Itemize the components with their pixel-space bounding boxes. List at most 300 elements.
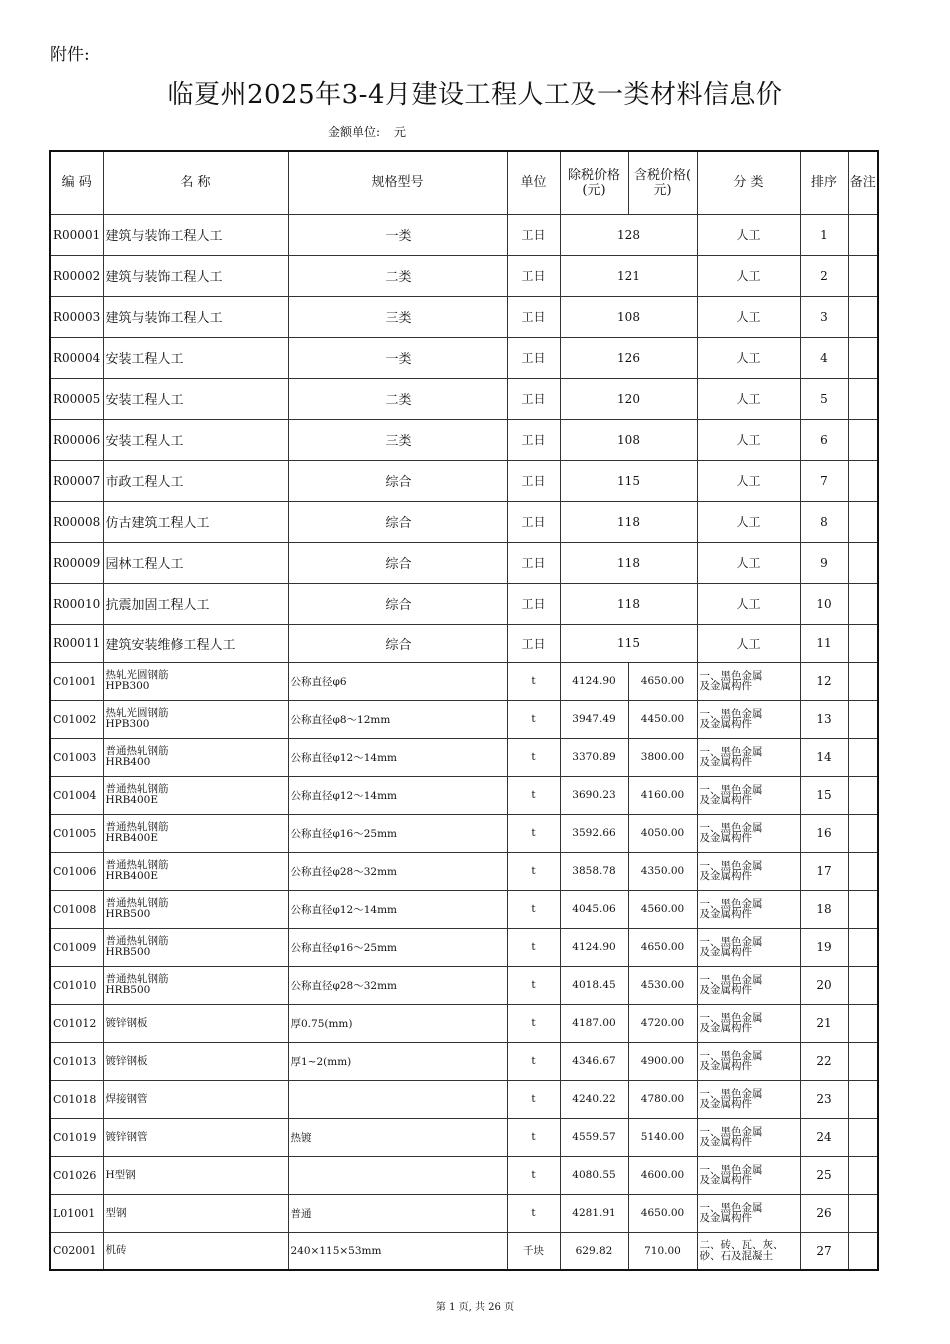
cell-unit: t: [507, 890, 560, 928]
cell-remark: [848, 542, 878, 583]
cell-category-line2: 及金属构件: [699, 794, 752, 806]
cell-category: [697, 1080, 800, 1118]
table-row: [50, 624, 878, 662]
table-row: [50, 583, 878, 624]
cell-spec: [288, 1080, 507, 1118]
cell-seq: 27: [800, 1232, 848, 1270]
cell-unit: t: [507, 1118, 560, 1156]
cell-name-line1: 普通热轧钢筋: [105, 935, 169, 947]
cell-name-line2: HRB500: [105, 908, 151, 920]
cell-category: [697, 1004, 800, 1042]
cell-price-inc-tax: 4650.00: [628, 662, 697, 700]
cell-spec: 240×115×53mm: [288, 1232, 507, 1270]
cell-remark: [848, 1194, 878, 1232]
cell-remark: [848, 700, 878, 738]
cell-price-ex-tax: 629.82: [560, 1232, 628, 1270]
cell-code: R00009: [50, 542, 103, 583]
cell-name: [103, 738, 288, 776]
cell-spec: 公称直径φ28～32mm: [288, 966, 507, 1004]
cell-category-line1: 一、黑色金属: [699, 859, 763, 872]
table-row: [50, 966, 878, 1004]
cell-category: 人工: [697, 296, 800, 337]
cell-remark: [848, 1042, 878, 1080]
cell-code: R00007: [50, 460, 103, 501]
cell-name-line1: 普通热轧钢筋: [105, 859, 169, 871]
cell-price: 120: [560, 378, 697, 419]
cell-unit: 工日: [507, 624, 560, 662]
cell-spec: 公称直径φ16～25mm: [288, 814, 507, 852]
cell-price-inc-tax: 4350.00: [628, 852, 697, 890]
cell-seq: 9: [800, 542, 848, 583]
cell-name: 安装工程人工: [103, 378, 288, 419]
cell-code: C01018: [50, 1080, 103, 1118]
cell-name: 建筑安装维修工程人工: [103, 624, 288, 662]
cell-category: [697, 928, 800, 966]
cell-category-line1: 一、黑色金属: [699, 1049, 763, 1062]
cell-category-line1: 一、黑色金属: [699, 1201, 763, 1214]
cell-name-line1: 普通热轧钢筋: [105, 973, 169, 985]
cell-seq: 7: [800, 460, 848, 501]
cell-remark: [848, 214, 878, 255]
cell-remark: [848, 966, 878, 1004]
table-row: [50, 337, 878, 378]
cell-seq: 19: [800, 928, 848, 966]
header-name: 名 称: [103, 151, 288, 214]
cell-seq: 1: [800, 214, 848, 255]
amount-unit: [328, 123, 406, 140]
cell-category-line2: 砂、石及混凝土: [699, 1249, 773, 1262]
cell-code: R00011: [50, 624, 103, 662]
table-header-row: [50, 151, 878, 214]
cell-seq: 10: [800, 583, 848, 624]
cell-unit: 工日: [507, 337, 560, 378]
cell-category-line1: 一、黑色金属: [699, 707, 763, 720]
cell-name-line2: HRB400E: [105, 832, 158, 844]
cell-unit: t: [507, 928, 560, 966]
cell-code: C01012: [50, 1004, 103, 1042]
price-table: [49, 150, 879, 1271]
cell-category: [697, 1042, 800, 1080]
cell-spec: 厚1~2(mm): [288, 1042, 507, 1080]
cell-name: [103, 1232, 288, 1270]
cell-name: [103, 966, 288, 1004]
cell-unit: 工日: [507, 501, 560, 542]
cell-category-line1: 一、黑色金属: [699, 821, 763, 834]
header-remark: 备注: [848, 151, 878, 214]
cell-seq: 25: [800, 1156, 848, 1194]
cell-category-line1: 一、黑色金属: [699, 1011, 763, 1024]
cell-name-line1: 普通热轧钢筋: [105, 783, 169, 795]
cell-price-inc-tax: 4560.00: [628, 890, 697, 928]
cell-category: 人工: [697, 624, 800, 662]
cell-category: [697, 738, 800, 776]
cell-price-ex-tax: 3592.66: [560, 814, 628, 852]
cell-name: [103, 1118, 288, 1156]
table-row: [50, 419, 878, 460]
cell-remark: [848, 1080, 878, 1118]
cell-spec: 综合: [288, 460, 507, 501]
page-title: 临夏州2025年3-4月建设工程人工及一类材料信息价: [167, 80, 783, 110]
page-footer: 第 1 页, 共 26 页: [435, 1302, 515, 1313]
cell-price-ex-tax: 4559.57: [560, 1118, 628, 1156]
cell-remark: [848, 662, 878, 700]
cell-spec: 热镀: [288, 1118, 507, 1156]
cell-category: [697, 814, 800, 852]
cell-code: C01019: [50, 1118, 103, 1156]
cell-unit: t: [507, 1156, 560, 1194]
cell-price-ex-tax: 4187.00: [560, 1004, 628, 1042]
cell-category-line1: 一、黑色金属: [699, 935, 763, 948]
cell-spec: 二类: [288, 255, 507, 296]
cell-code: R00004: [50, 337, 103, 378]
header-category: 分 类: [697, 151, 800, 214]
cell-category-line2: 及金属构件: [699, 1212, 752, 1224]
cell-spec: 公称直径φ8～12mm: [288, 700, 507, 738]
cell-seq: 23: [800, 1080, 848, 1118]
cell-category-line1: 一、黑色金属: [699, 669, 763, 682]
cell-price-inc-tax: 4650.00: [628, 1194, 697, 1232]
table-row: [50, 738, 878, 776]
cell-spec: 一类: [288, 337, 507, 378]
cell-price: 128: [560, 214, 697, 255]
cell-remark: [848, 1232, 878, 1270]
cell-code: C01002: [50, 700, 103, 738]
header-spec: 规格型号: [288, 151, 507, 214]
table-row: [50, 928, 878, 966]
header-price-inc-tax-line2: 元): [653, 182, 672, 198]
cell-spec: 综合: [288, 583, 507, 624]
cell-price-ex-tax: 4080.55: [560, 1156, 628, 1194]
cell-code: C01013: [50, 1042, 103, 1080]
cell-name-line2: HRB500: [105, 984, 151, 996]
cell-price-inc-tax: 4780.00: [628, 1080, 697, 1118]
cell-category: 人工: [697, 255, 800, 296]
cell-price-ex-tax: 4240.22: [560, 1080, 628, 1118]
cell-category-line1: 一、黑色金属: [699, 973, 763, 986]
cell-code: C01001: [50, 662, 103, 700]
table-row: [50, 852, 878, 890]
cell-spec: 公称直径φ12～14mm: [288, 738, 507, 776]
cell-seq: 4: [800, 337, 848, 378]
table-body: [50, 214, 878, 1270]
header-price-inc-tax: [628, 151, 697, 214]
cell-price-ex-tax: 3947.49: [560, 700, 628, 738]
cell-category-line2: 及金属构件: [699, 1098, 752, 1110]
cell-price-inc-tax: 4050.00: [628, 814, 697, 852]
cell-category-line1: 一、黑色金属: [699, 1125, 763, 1138]
cell-price: 121: [560, 255, 697, 296]
header-price-ex-tax: [560, 151, 628, 214]
cell-name: [103, 1194, 288, 1232]
cell-name: 园林工程人工: [103, 542, 288, 583]
cell-remark: [848, 419, 878, 460]
cell-name: [103, 1156, 288, 1194]
cell-remark: [848, 738, 878, 776]
cell-spec: 综合: [288, 624, 507, 662]
cell-price-inc-tax: 4600.00: [628, 1156, 697, 1194]
cell-code: R00001: [50, 214, 103, 255]
cell-name-line1: 焊接钢管: [105, 1092, 148, 1105]
cell-price-ex-tax: 4281.91: [560, 1194, 628, 1232]
cell-seq: 11: [800, 624, 848, 662]
cell-category: [697, 776, 800, 814]
cell-name: [103, 1004, 288, 1042]
cell-price-inc-tax: 4530.00: [628, 966, 697, 1004]
cell-name-line1: 热轧光圆钢筋: [105, 669, 169, 681]
cell-category-line1: 一、黑色金属: [699, 1163, 763, 1176]
cell-category: [697, 700, 800, 738]
cell-seq: 20: [800, 966, 848, 1004]
cell-name-line2: HRB400: [105, 756, 151, 768]
cell-category: 人工: [697, 214, 800, 255]
cell-seq: 3: [800, 296, 848, 337]
cell-category: 人工: [697, 583, 800, 624]
cell-remark: [848, 928, 878, 966]
cell-unit: 工日: [507, 214, 560, 255]
cell-category-line1: 一、黑色金属: [699, 783, 763, 796]
cell-category: [697, 1232, 800, 1270]
cell-code: L01001: [50, 1194, 103, 1232]
cell-unit: 千块: [507, 1232, 560, 1270]
cell-seq: 13: [800, 700, 848, 738]
cell-price-inc-tax: 5140.00: [628, 1118, 697, 1156]
cell-seq: 17: [800, 852, 848, 890]
cell-spec: 厚0.75(mm): [288, 1004, 507, 1042]
cell-name-line1: 镀锌钢板: [105, 1054, 148, 1067]
cell-unit: t: [507, 852, 560, 890]
cell-spec: 公称直径φ12～14mm: [288, 890, 507, 928]
cell-price: 118: [560, 583, 697, 624]
cell-unit: t: [507, 1194, 560, 1232]
cell-spec: 二类: [288, 378, 507, 419]
cell-unit: t: [507, 814, 560, 852]
cell-spec: 综合: [288, 501, 507, 542]
cell-unit: 工日: [507, 542, 560, 583]
cell-name: 抗震加固工程人工: [103, 583, 288, 624]
cell-name-line1: 普通热轧钢筋: [105, 821, 169, 833]
cell-code: C01009: [50, 928, 103, 966]
cell-price: 118: [560, 542, 697, 583]
cell-category: 人工: [697, 337, 800, 378]
table-row: [50, 776, 878, 814]
cell-price-ex-tax: 3690.23: [560, 776, 628, 814]
cell-price-ex-tax: 3858.78: [560, 852, 628, 890]
cell-code: C01005: [50, 814, 103, 852]
cell-category-line1: 一、黑色金属: [699, 897, 763, 910]
cell-name: [103, 776, 288, 814]
cell-name: [103, 1042, 288, 1080]
cell-spec: 一类: [288, 214, 507, 255]
cell-name-line1: 型钢: [105, 1206, 127, 1219]
cell-price-inc-tax: 4720.00: [628, 1004, 697, 1042]
cell-category: [697, 966, 800, 1004]
cell-code: C01010: [50, 966, 103, 1004]
cell-unit: t: [507, 1042, 560, 1080]
cell-unit: t: [507, 776, 560, 814]
cell-unit: t: [507, 738, 560, 776]
cell-unit: 工日: [507, 296, 560, 337]
cell-name-line1: 普通热轧钢筋: [105, 897, 169, 909]
cell-category: [697, 1156, 800, 1194]
cell-name: 安装工程人工: [103, 419, 288, 460]
table-row: [50, 1042, 878, 1080]
cell-name: 仿古建筑工程人工: [103, 501, 288, 542]
cell-name: [103, 890, 288, 928]
cell-category: [697, 1118, 800, 1156]
cell-category-line2: 及金属构件: [699, 832, 752, 844]
cell-price-inc-tax: 4450.00: [628, 700, 697, 738]
cell-seq: 6: [800, 419, 848, 460]
cell-price: 115: [560, 460, 697, 501]
cell-unit: 工日: [507, 255, 560, 296]
cell-name-line1: 热轧光圆钢筋: [105, 707, 169, 719]
cell-unit: t: [507, 966, 560, 1004]
cell-spec: 三类: [288, 296, 507, 337]
cell-code: R00005: [50, 378, 103, 419]
cell-unit: t: [507, 662, 560, 700]
cell-price-ex-tax: 3370.89: [560, 738, 628, 776]
cell-name: 市政工程人工: [103, 460, 288, 501]
cell-category-line2: 及金属构件: [699, 1022, 752, 1034]
cell-remark: [848, 583, 878, 624]
cell-spec: 公称直径φ6: [288, 662, 507, 700]
table-row: [50, 700, 878, 738]
cell-remark: [848, 378, 878, 419]
cell-name-line1: 镀锌钢板: [105, 1016, 148, 1029]
cell-remark: [848, 255, 878, 296]
cell-name: 建筑与装饰工程人工: [103, 296, 288, 337]
cell-spec: 公称直径φ28～32mm: [288, 852, 507, 890]
table-row: [50, 890, 878, 928]
cell-price: 108: [560, 419, 697, 460]
cell-name-line2: HRB400E: [105, 870, 158, 882]
cell-unit: t: [507, 1004, 560, 1042]
cell-category-line2: 及金属构件: [699, 718, 752, 730]
cell-code: C01004: [50, 776, 103, 814]
cell-category-line2: 及金属构件: [699, 1136, 752, 1148]
cell-seq: 18: [800, 890, 848, 928]
cell-spec: 综合: [288, 542, 507, 583]
cell-spec: 三类: [288, 419, 507, 460]
table-row: [50, 1004, 878, 1042]
cell-remark: [848, 1156, 878, 1194]
amount-unit-label: 金额单位:: [328, 125, 381, 139]
table-row: [50, 1080, 878, 1118]
cell-seq: 24: [800, 1118, 848, 1156]
cell-price: 115: [560, 624, 697, 662]
cell-remark: [848, 852, 878, 890]
cell-unit: 工日: [507, 583, 560, 624]
cell-spec: 公称直径φ16～25mm: [288, 928, 507, 966]
cell-seq: 21: [800, 1004, 848, 1042]
header-code: 编 码: [50, 151, 103, 214]
cell-price-ex-tax: 4018.45: [560, 966, 628, 1004]
cell-remark: [848, 890, 878, 928]
cell-price: 126: [560, 337, 697, 378]
cell-name: [103, 852, 288, 890]
cell-name: 安装工程人工: [103, 337, 288, 378]
amount-unit-value: 元: [394, 125, 407, 139]
cell-category-line2: 及金属构件: [699, 984, 752, 996]
table-row: [50, 662, 878, 700]
cell-category: [697, 1194, 800, 1232]
cell-code: R00002: [50, 255, 103, 296]
cell-code: R00006: [50, 419, 103, 460]
cell-remark: [848, 460, 878, 501]
cell-category: 人工: [697, 542, 800, 583]
cell-category-line2: 及金属构件: [699, 908, 752, 920]
cell-name: [103, 662, 288, 700]
table-row: [50, 460, 878, 501]
table-row: [50, 1232, 878, 1270]
cell-price: 108: [560, 296, 697, 337]
cell-category-line2: 及金属构件: [699, 946, 752, 958]
cell-remark: [848, 1004, 878, 1042]
cell-name-line2: HRB500: [105, 946, 151, 958]
cell-category-line1: 一、黑色金属: [699, 1087, 763, 1100]
cell-price-ex-tax: 4346.67: [560, 1042, 628, 1080]
header-unit: 单位: [507, 151, 560, 214]
cell-price-ex-tax: 4124.90: [560, 662, 628, 700]
cell-category-line2: 及金属构件: [699, 1060, 752, 1072]
cell-code: C01006: [50, 852, 103, 890]
attachment-label: 附件:: [50, 45, 90, 65]
cell-seq: 22: [800, 1042, 848, 1080]
table-row: [50, 501, 878, 542]
header-price-inc-tax-line1: 含税价格(: [633, 167, 692, 183]
table-row: [50, 255, 878, 296]
cell-code: C01008: [50, 890, 103, 928]
table-row: [50, 214, 878, 255]
cell-name-line1: 镀锌钢管: [105, 1130, 148, 1143]
cell-name-line2: HPB300: [105, 718, 150, 730]
table-row: [50, 1156, 878, 1194]
cell-remark: [848, 1118, 878, 1156]
table-row: [50, 1118, 878, 1156]
table-row: [50, 1194, 878, 1232]
cell-remark: [848, 501, 878, 542]
cell-spec: [288, 1156, 507, 1194]
cell-unit: t: [507, 700, 560, 738]
cell-price-inc-tax: 4900.00: [628, 1042, 697, 1080]
header-price-ex-tax-line2: (元): [582, 182, 606, 198]
table-row: [50, 378, 878, 419]
cell-category: 人工: [697, 501, 800, 542]
cell-code: C01003: [50, 738, 103, 776]
cell-spec: 公称直径φ12～14mm: [288, 776, 507, 814]
cell-name-line1: H型钢: [105, 1168, 136, 1181]
cell-seq: 15: [800, 776, 848, 814]
cell-remark: [848, 296, 878, 337]
cell-unit: 工日: [507, 419, 560, 460]
cell-category-line2: 及金属构件: [699, 1174, 752, 1186]
cell-remark: [848, 337, 878, 378]
cell-unit: 工日: [507, 378, 560, 419]
cell-price-inc-tax: 4160.00: [628, 776, 697, 814]
cell-name-line1: 机砖: [105, 1244, 127, 1257]
cell-name-line2: HPB300: [105, 680, 150, 692]
cell-price-inc-tax: 4650.00: [628, 928, 697, 966]
cell-remark: [848, 624, 878, 662]
cell-category: 人工: [697, 378, 800, 419]
cell-price-inc-tax: 3800.00: [628, 738, 697, 776]
cell-name: [103, 1080, 288, 1118]
table-row: [50, 814, 878, 852]
cell-price-ex-tax: 4045.06: [560, 890, 628, 928]
cell-seq: 5: [800, 378, 848, 419]
cell-code: R00008: [50, 501, 103, 542]
cell-seq: 8: [800, 501, 848, 542]
